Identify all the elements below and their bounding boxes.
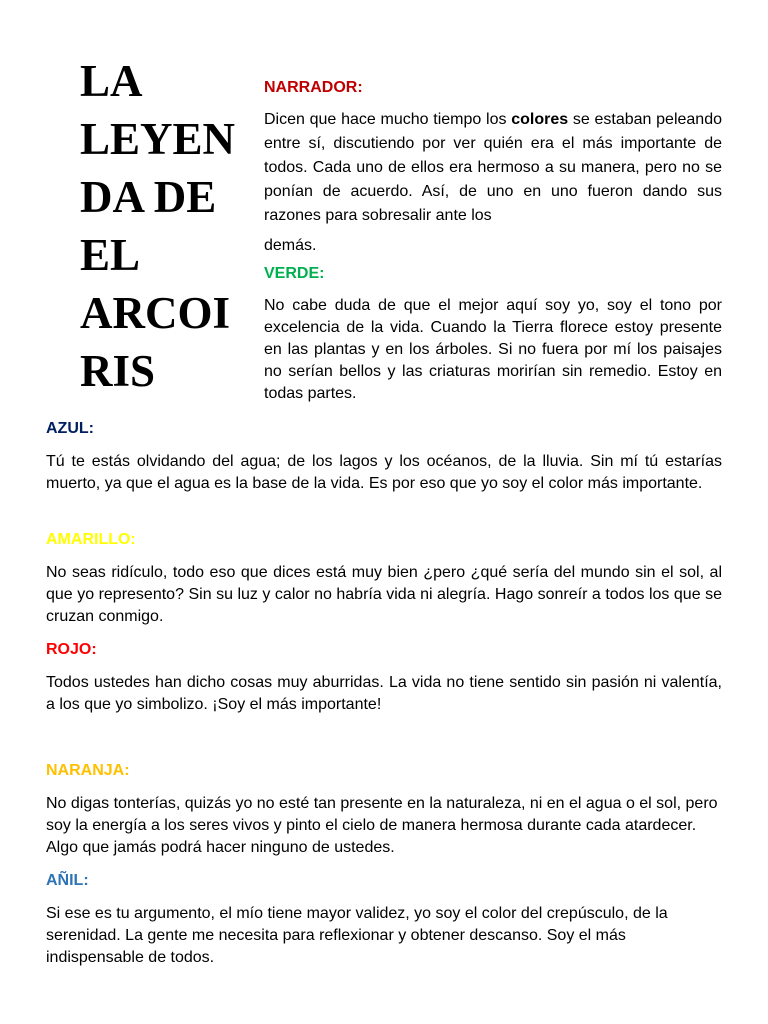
anil-paragraph: Si ese es tu argumento, el mío tiene mayor validez, yo soy el color del crepúsculo, de la serenidad. La gente me necesita para reflexionar y obtener descanso. Soy el más indispensable de todos. [46, 905, 668, 966]
amarillo-paragraph: No seas ridículo, todo eso que dices está muy bien ¿pero ¿qué sería del mundo sin el sol, al que yo represento? Sin su luz y calor no habría vida ni alegría. Hago sonreír a todos los que se cruzan conmigo. [46, 564, 722, 625]
narrador-label: NARRADOR: [264, 79, 363, 96]
narrador-paragraph [264, 108, 722, 258]
title-line: DA DE [80, 172, 217, 222]
narrador-text-continued: se estaban peleando entre sí, discutiendo por ver quién era el más importante de todos. Cada uno de ellos era hermoso a su manera, pero no se ponían de acuerdo. Así, de uno en uno fueron dando sus razones para sobresalir ante los [264, 111, 723, 224]
title-line: RIS [80, 346, 156, 396]
anil-label: AÑIL: [46, 872, 89, 889]
naranja-label: NARANJA: [46, 762, 130, 779]
title-line: LA [80, 56, 143, 106]
title-line: EL [80, 230, 141, 280]
rojo-paragraph: Todos ustedes han dicho cosas muy aburridas. La vida no tiene sentido sin pasión ni valentía, a los que yo simbolizo. ¡Soy el más importante! [46, 674, 722, 713]
naranja-paragraph: No digas tonterías, quizás yo no esté tan presente en la naturaleza, ni en el agua o el sol, pero soy la energía a los seres vivos y pinto el cielo de manera hermosa durante cada atardecer. Algo que jamás podrá hacer ninguno de ustedes. [46, 795, 718, 856]
narrador-bold-word: colores [511, 111, 569, 128]
azul-paragraph: Tú te estás olvidando del agua; de los lagos y los océanos, de la lluvia. Sin mí tú estarías muerto, ya que el agua es la base de la vida. Es por eso que yo soy el color más importante. [46, 453, 722, 492]
verde-paragraph: No cabe duda de que el mejor aquí soy yo, soy el tono por excelencia de la vida. Cuando la Tierra florece estoy presente en las plantas y en los árboles. Si no fuera por mí los paisajes no serían bellos y las criaturas morirían sin remedio. Estoy en todas partes. [264, 297, 722, 402]
rojo-label: ROJO: [46, 641, 97, 658]
amarillo-label: AMARILLO: [46, 531, 136, 548]
narrador-last-line: demás. [264, 237, 317, 254]
azul-label: AZUL: [46, 420, 94, 437]
title-line: LEYEN [80, 114, 236, 164]
document-title [80, 52, 250, 400]
narrador-text: Dicen que hace mucho tiempo los [264, 111, 512, 128]
title-line: ARCOI [80, 288, 231, 338]
verde-label: VERDE: [264, 265, 325, 282]
